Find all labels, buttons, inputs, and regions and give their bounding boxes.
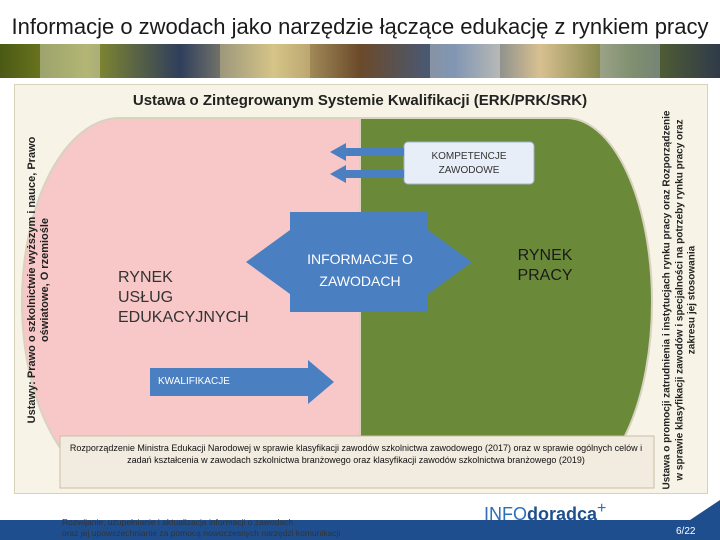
center-label <box>292 248 428 292</box>
labor-market-label <box>500 246 590 286</box>
left-vertical-text: Ustawy: Prawo o szkolnictwie wyższym i nauce, Prawo oświatowe, O rzemiośle <box>26 136 51 424</box>
competences-line1: KOMPETENCJE <box>431 151 507 162</box>
footer-line1: Rozwijanie, uzupełnianie i aktualizacja informacji o zawodach <box>62 517 294 527</box>
center-line2: ZAWODACH <box>319 273 401 289</box>
footer-caption <box>62 517 382 539</box>
qualifications-label: KWALIFIKACJE <box>158 376 230 387</box>
competences-line2: ZAWODOWE <box>438 165 500 176</box>
education-market-line2: USŁUG <box>118 289 174 306</box>
diagram-subtitle: Ustawa o Zintegrowanym Systemie Kwalifikacji (ERK/PRK/SRK) <box>132 92 588 109</box>
education-market-line3: EDUKACYJNYCH <box>118 309 249 326</box>
center-line1: INFORMACJE O <box>307 251 413 267</box>
footer-line2: oraz jej upowszechnianie za pomocą nowoczesnych narzędzi komunikacji <box>62 528 341 538</box>
page-title: Informacje o zwodach jako narzędzie łączące edukację z rynkiem pracy <box>11 14 709 39</box>
right-vertical-text: Ustawa o promocji zatrudnienia i instytucjach rynku pracy oraz Rozporządzenie w sprawie klasyfikacji zawodów i specjalności na potrzeby rynku pracy oraz zakresu jej stosowania <box>661 110 698 490</box>
left-vertical-label <box>16 120 62 440</box>
page-number: 6/22 <box>676 526 696 537</box>
education-market-line1: RYNEK <box>118 269 173 286</box>
logo-bold-text: doradca <box>527 504 598 524</box>
logo-light-text: INFO <box>484 504 527 524</box>
logo-plus-icon: + <box>597 500 607 517</box>
labor-market-line1: RYNEK <box>517 247 573 264</box>
regulation-text: Rozporządzenie Ministra Edukacji Narodowej w sprawie klasyfikacji zawodów szkolnictwa zawodowego (2017) oraz w sprawie ogólnych celów i zadań kształcenia w zawodach szkolnictwa branżowego oraz klasyfikacji zawodów szkolnictwa branżowego (2019) <box>69 443 643 465</box>
labor-market-line2: PRACY <box>517 267 573 284</box>
competences-label <box>410 150 528 178</box>
education-market-label <box>118 268 288 328</box>
right-vertical-label <box>652 110 708 490</box>
infodoradca-logo <box>484 500 606 525</box>
